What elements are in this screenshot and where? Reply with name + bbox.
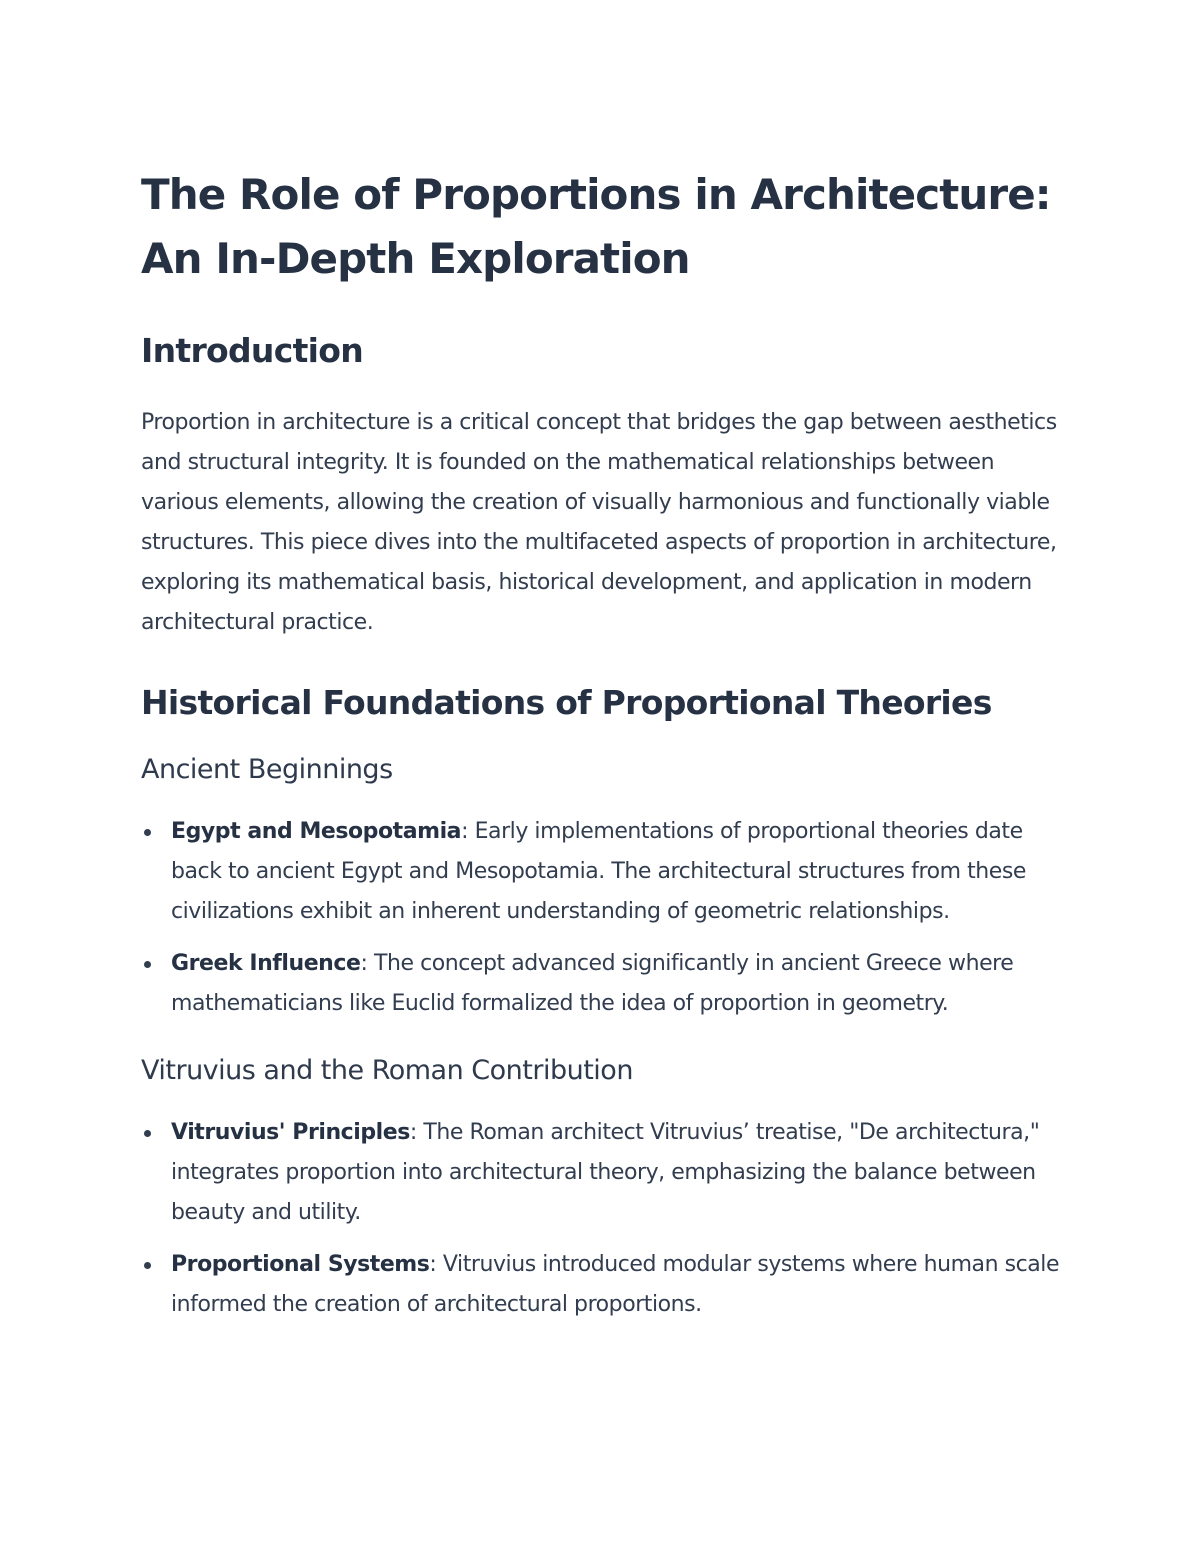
list-item-text: : Early implementations of proportional theories date back to ancient Egypt and Mesopotamia. The architectural structures from these civilizations exhibit an inherent understanding of geometric relationships.: [171, 819, 1026, 924]
bullet-icon: [144, 1130, 151, 1137]
document-title: [141, 163, 1071, 291]
list-item: [141, 944, 1071, 1024]
introduction-paragraph: Proportion in architecture is a critical concept that bridges the gap between aesthetics and structural integrity. It is founded on the mathematical relationships between various elements, allowing the creation of visually harmonious and functionally viable structures. This piece dives into the multifaceted aspects of proportion in architecture, exploring its mathematical basis, historical development, and application in modern architectural practice.: [141, 410, 1057, 635]
list-item-text: : Vitruvius introduced modular systems where human scale informed the creation of architectural proportions.: [171, 1252, 1060, 1317]
document-page: [141, 163, 1071, 1337]
list-item: [141, 1245, 1071, 1325]
bullet-icon: [144, 829, 151, 836]
introduction-heading: Introduction: [141, 331, 364, 370]
vitruvius-heading: Vitruvius and the Roman Contribution: [141, 1055, 633, 1086]
list-item-term: Proportional Systems: [171, 1252, 430, 1277]
title-line-2: An In-Depth Exploration: [141, 234, 690, 283]
vitruvius-list: [141, 1113, 1071, 1325]
list-item-text: : The Roman architect Vitruvius’ treatise, "De architectura," integrates proportion into architectural theory, emphasizing the balance between beauty and utility.: [171, 1120, 1040, 1225]
list-item: [141, 812, 1071, 932]
list-item-term: Vitruvius' Principles: [171, 1120, 410, 1145]
ancient-beginnings-list: [141, 812, 1071, 1024]
bullet-icon: [144, 1262, 151, 1269]
list-item: [141, 1113, 1071, 1233]
title-line-1: The Role of Proportions in Architecture:: [141, 170, 1051, 219]
list-item-term: Egypt and Mesopotamia: [171, 819, 462, 844]
list-item-term: Greek Influence: [171, 951, 361, 976]
bullet-icon: [144, 961, 151, 968]
list-item-text: : The concept advanced significantly in ancient Greece where mathematicians like Euclid formalized the idea of proportion in geometry.: [171, 951, 1014, 1016]
ancient-beginnings-heading: Ancient Beginnings: [141, 754, 393, 785]
historical-foundations-heading: Historical Foundations of Proportional Theories: [141, 683, 992, 722]
